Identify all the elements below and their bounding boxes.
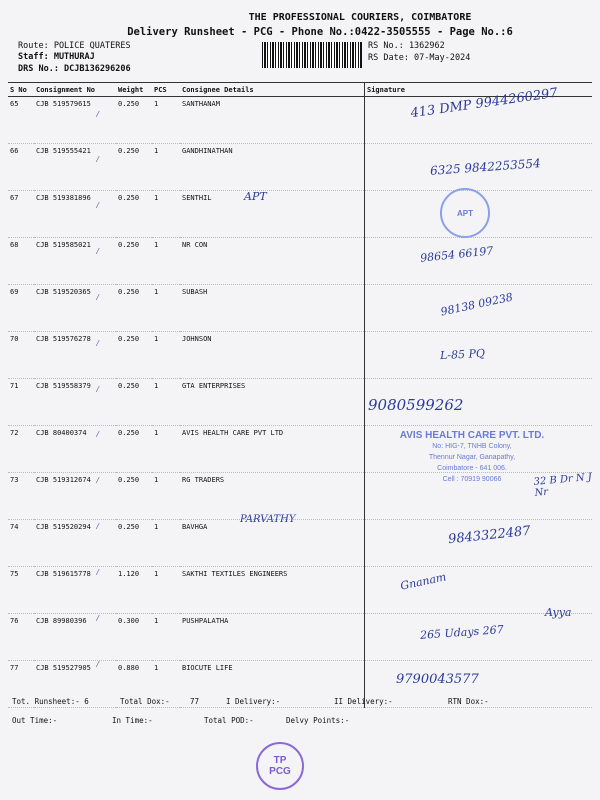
cell-consignment: CJB 519585021 <box>34 238 116 285</box>
cell-consignment: CJB 519615778 <box>34 567 116 614</box>
cell-consignee: RG TRADERS <box>180 473 365 520</box>
company-title: THE PROFESSIONAL COURIERS, COIMBATORE <box>248 12 472 23</box>
check-mark-icon: ⁄ <box>95 201 101 211</box>
cell-sno: 72 <box>8 426 34 473</box>
staff-label: Staff: MUTHURAJ <box>18 52 95 62</box>
cell-pcs: 1 <box>152 285 180 332</box>
cell-weight: 1.120 <box>116 567 152 614</box>
cell-pcs: 1 <box>152 144 180 191</box>
handwriting-row-74-name: PARVATHY <box>240 514 296 525</box>
cell-consignee: NR CON <box>180 238 365 285</box>
stamp-text-tp: TP <box>273 755 287 766</box>
i-delivery-label: I Delivery:- <box>226 697 281 706</box>
check-mark-icon: ⁄ <box>95 522 101 532</box>
cell-pcs: 1 <box>152 191 180 238</box>
check-mark-icon: ⁄ <box>95 385 101 395</box>
barcode <box>262 42 362 68</box>
avis-stamp-line: Thennur Nagar, Ganapathy, <box>428 454 516 461</box>
cell-sno: 75 <box>8 567 34 614</box>
cell-signature <box>365 238 593 285</box>
cell-consignee: BAVHGA <box>180 520 365 567</box>
cell-weight: 0.880 <box>116 661 152 708</box>
cell-pcs: 1 <box>152 661 180 708</box>
check-mark-icon: ⁄ <box>95 568 101 578</box>
cell-consignee: SAKTHI TEXTILES ENGINEERS <box>180 567 365 614</box>
check-mark-icon: ⁄ <box>95 155 101 165</box>
rtn-dox-label: RTN Dox:- <box>448 697 489 706</box>
cell-sno: 68 <box>8 238 34 285</box>
check-mark-icon: ⁄ <box>95 660 101 670</box>
cell-pcs: 1 <box>152 238 180 285</box>
cell-consignment: CJB 519312674 <box>34 473 116 520</box>
cell-pcs: 1 <box>152 332 180 379</box>
signature-row-68: 98654 66197 <box>419 244 494 265</box>
cell-consignee: PUSHPALATHA <box>180 614 365 661</box>
cell-weight: 0.250 <box>116 426 152 473</box>
check-mark-icon: ⁄ <box>95 110 101 120</box>
cell-pcs: 1 <box>152 379 180 426</box>
col-sno: S No <box>8 83 34 97</box>
cell-weight: 0.250 <box>116 473 152 520</box>
cell-sno: 71 <box>8 379 34 426</box>
rs-number: RS No.: 1362962 <box>368 41 445 51</box>
cell-weight: 0.250 <box>116 285 152 332</box>
avis-stamp-line: Cell : 70919 90066 <box>442 476 502 483</box>
cell-consignee: JOHNSON <box>180 332 365 379</box>
check-mark-icon: ⁄ <box>95 476 101 486</box>
avis-stamp-line: Coimbatore - 641 006. <box>437 465 507 472</box>
cell-consignee: AVIS HEALTH CARE PVT LTD <box>180 426 365 473</box>
cell-sno: 74 <box>8 520 34 567</box>
table-row <box>8 191 592 238</box>
cell-pcs: 1 <box>152 426 180 473</box>
signature-row-65: 413 DMP 9944260297 <box>409 85 559 122</box>
signature-row-70: L-85 PQ <box>439 346 486 363</box>
col-pcs: PCS <box>152 83 180 97</box>
cell-weight: 0.250 <box>116 191 152 238</box>
cell-consignee: GANDHINATHAN <box>180 144 365 191</box>
cell-consignment: CJB 519555421 <box>34 144 116 191</box>
ii-delivery-label: II Delivery:- <box>334 697 393 706</box>
check-mark-icon: ⁄ <box>95 339 101 349</box>
delvy-points-label: Delvy Points:- <box>286 716 350 725</box>
col-weight: Weight <box>116 83 152 97</box>
check-mark-icon: ⁄ <box>95 614 101 624</box>
cell-consignment: CJB 519381896 <box>34 191 116 238</box>
cell-consignment: CJB 519520294 <box>34 520 116 567</box>
signature-row-74: 9843322487 <box>447 523 532 548</box>
check-mark-icon: ⁄ <box>95 293 101 303</box>
rs-date: RS Date: 07-May-2024 <box>368 53 471 63</box>
stamp-text-pcg: PCG <box>269 766 291 777</box>
cell-consignee: SANTHANAM <box>180 97 365 144</box>
cell-pcs: 1 <box>152 520 180 567</box>
in-time-label: In Time:- <box>112 716 153 725</box>
handwriting-row-67: APT <box>244 190 267 203</box>
avis-stamp-line: No: HIG-7, TNHB Colony, <box>432 443 512 450</box>
signature-row-76-a: Ayya <box>545 606 572 619</box>
cell-consignment: CJB 519527905 <box>34 661 116 708</box>
cell-pcs: 1 <box>152 567 180 614</box>
check-mark-icon: ⁄ <box>95 247 101 257</box>
signature-row-77: 9790043577 <box>396 672 479 687</box>
cell-weight: 0.250 <box>116 379 152 426</box>
cell-consignment: CJB 519558379 <box>34 379 116 426</box>
out-time-label: Out Time:- <box>12 716 58 725</box>
cell-consignment: CJB 89980396 <box>34 614 116 661</box>
cell-consignment: CJB 519576278 <box>34 332 116 379</box>
signature-row-73: 32 B Dr N J Nr <box>533 471 593 499</box>
signature-row-66: 6325 9842253554 <box>429 156 542 178</box>
cell-sno: 76 <box>8 614 34 661</box>
tp-pcg-round-stamp <box>256 742 304 790</box>
cell-weight: 0.250 <box>116 238 152 285</box>
cell-sno: 69 <box>8 285 34 332</box>
signature-row-75: Gnanam <box>399 570 448 593</box>
route-label: Route: POLICE QUATERES <box>18 41 131 51</box>
total-dox-value: 77 <box>190 697 200 706</box>
drs-number: DRS No.: DCJB136296206 <box>18 64 131 74</box>
total-pod-label: Total POD:- <box>204 716 254 725</box>
cell-consignee: BIOCUTE LIFE <box>180 661 365 708</box>
col-signature: Signature <box>365 83 593 97</box>
cell-weight: 0.250 <box>116 97 152 144</box>
cell-sno: 73 <box>8 473 34 520</box>
col-consignment: Consignment No <box>34 83 116 97</box>
cell-weight: 0.250 <box>116 520 152 567</box>
apt-round-stamp: APT <box>440 188 490 238</box>
cell-sno: 65 <box>8 97 34 144</box>
cell-consignment: CJB 80400374 <box>34 426 116 473</box>
cell-pcs: 1 <box>152 97 180 144</box>
cell-sno: 77 <box>8 661 34 708</box>
cell-weight: 0.250 <box>116 144 152 191</box>
cell-consignee: SENTHIL <box>180 191 365 238</box>
cell-consignment: CJB 519520365 <box>34 285 116 332</box>
col-consignee: Consignee Details <box>180 83 365 97</box>
tot-runsheet: Tot. Runsheet:- 6 <box>12 697 89 706</box>
signature-row-76-b: 265 Udays 267 <box>419 623 505 642</box>
check-mark-icon: ⁄ <box>95 430 101 440</box>
cell-consignment: CJB 519579615 <box>34 97 116 144</box>
table-row <box>8 238 592 285</box>
cell-pcs: 1 <box>152 614 180 661</box>
signature-row-71: 9080599262 <box>368 396 464 414</box>
cell-sno: 66 <box>8 144 34 191</box>
avis-stamp-line: AVIS HEALTH CARE PVT. LTD. <box>399 430 545 441</box>
cell-weight: 0.250 <box>116 332 152 379</box>
avis-company-stamp <box>372 430 572 485</box>
cell-sno: 70 <box>8 332 34 379</box>
cell-consignee: GTA ENTERPRISES <box>180 379 365 426</box>
cell-pcs: 1 <box>152 473 180 520</box>
signature-row-69: 98138 09238 <box>439 290 515 319</box>
cell-sno: 67 <box>8 191 34 238</box>
cell-weight: 0.300 <box>116 614 152 661</box>
total-dox-label: Total Dox:- <box>120 697 170 706</box>
cell-consignee: SUBASH <box>180 285 365 332</box>
runsheet-subtitle: Delivery Runsheet - PCG - Phone No.:0422-3505555 - Page No.:6 <box>127 26 513 38</box>
